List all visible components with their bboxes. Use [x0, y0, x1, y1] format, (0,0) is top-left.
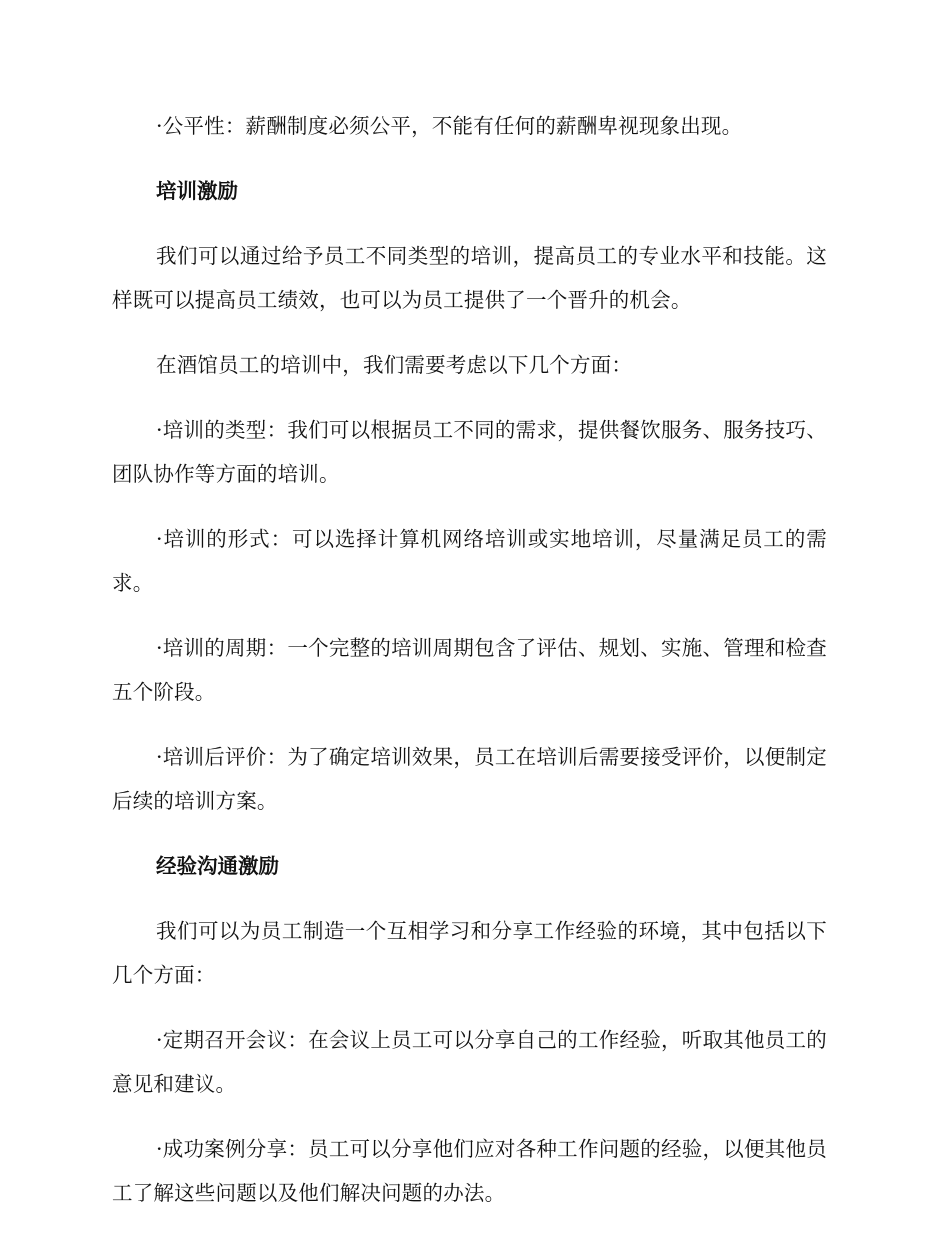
paragraph-case-sharing: ·成功案例分享：员工可以分享他们应对各种工作问题的经验，以便其他员工了解这些问题以及他们解决问题的办法。: [112, 1137, 827, 1205]
paragraph-regular-meetings: ·定期召开会议：在会议上员工可以分享自己的工作经验，听取其他员工的意见和建议。: [112, 1028, 827, 1096]
paragraph-training-evaluation: ·培训后评价：为了确定培训效果，员工在培训后需要接受评价，以便制定后续的培训方案。: [112, 745, 827, 813]
document-body: [112, 104, 827, 1236]
paragraph-training-form: ·培训的形式：可以选择计算机网络培训或实地培训，尽量满足员工的需求。: [112, 527, 827, 595]
paragraph-training-cycle: ·培训的周期：一个完整的培训周期包含了评估、规划、实施、管理和检查五个阶段。: [112, 636, 827, 704]
paragraph-training-type: ·培训的类型：我们可以根据员工不同的需求，提供餐饮服务、服务技巧、团队协作等方面的培训。: [112, 418, 827, 486]
heading-training-incentive: 培训激励: [156, 179, 238, 203]
paragraph-experience-intro: 我们可以为员工制造一个互相学习和分享工作经验的环境，其中包括以下几个方面：: [112, 919, 827, 987]
paragraph-training-intro: 我们可以通过给予员工不同类型的培训，提高员工的专业水平和技能。这样既可以提高员工绩效，也可以为员工提供了一个晋升的机会。: [112, 244, 827, 312]
paragraph-training-aspects: 在酒馆员工的培训中，我们需要考虑以下几个方面：: [156, 353, 633, 377]
heading-experience-incentive: 经验沟通激励: [156, 854, 279, 878]
paragraph-fairness: ·公平性：薪酬制度必须公平，不能有任何的薪酬卑视现象出现。: [156, 114, 743, 138]
